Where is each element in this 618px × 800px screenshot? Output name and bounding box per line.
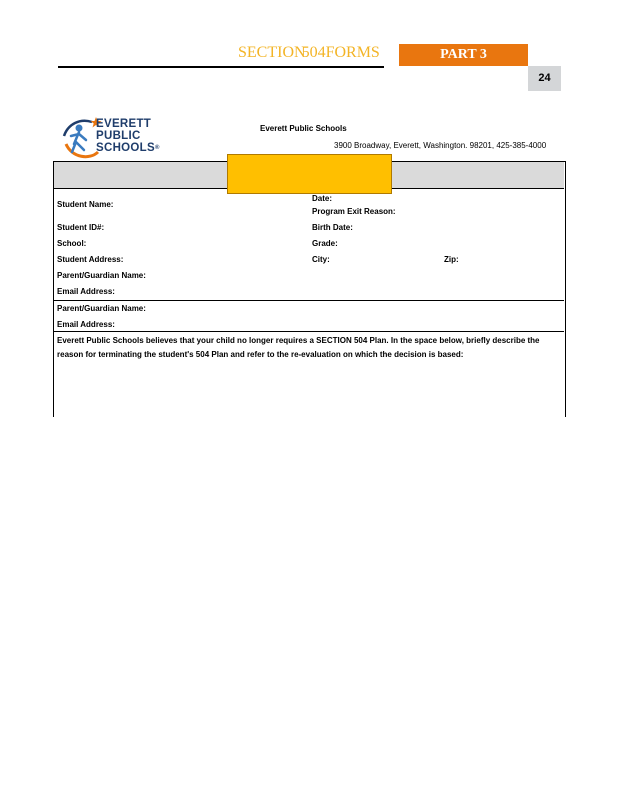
district-address: 3900 Broadway, Everett, Washington. 98201, 425-385-4000 — [334, 141, 547, 150]
birth-date-label: Birth Date: — [312, 223, 353, 232]
logo-wordmark — [96, 118, 160, 154]
header-title — [238, 44, 380, 62]
exit-reason-label: Program Exit Reason: — [312, 207, 396, 216]
redaction-box — [227, 154, 392, 194]
city-label: City: — [312, 255, 330, 264]
header-divider — [58, 66, 384, 68]
part-badge: PART 3 — [399, 44, 528, 66]
logo-line-3 — [96, 142, 160, 154]
form-frame — [53, 161, 566, 417]
guardian-name-label-1: Parent/Guardian Name: — [57, 271, 146, 280]
date-label: Date: — [312, 194, 333, 203]
school-label: School: — [57, 239, 87, 248]
student-address-label: Student Address: — [57, 255, 124, 264]
email-address-label-1: Email Address: — [57, 287, 115, 296]
grade-label: Grade: — [312, 239, 338, 248]
student-name-label: Student Name: — [57, 200, 114, 209]
student-id-label: Student ID#: — [57, 223, 105, 232]
termination-notice: Everett Public Schools believes that your child no longer requires a SECTION 504 Plan. In the space below, briefly describe the reason for terminating the student's 504 Plan and refer to the re-evaluation on which the decision is based: — [57, 336, 540, 359]
logo-line-1: EVERETT — [96, 118, 152, 130]
email-address-label-2: Email Address: — [57, 320, 115, 329]
section-word: SECTION — [238, 44, 306, 61]
logo-line-3-text: SCHOOLS — [96, 142, 155, 154]
district-name: Everett Public Schools — [260, 124, 347, 133]
notice-divider — [54, 331, 564, 332]
section-number: 504 — [301, 44, 326, 61]
page-number: 24 — [528, 66, 561, 91]
forms-word: FORMS — [325, 44, 380, 61]
guardian-divider — [54, 300, 564, 301]
guardian-name-label-2: Parent/Guardian Name: — [57, 304, 146, 313]
zip-label: Zip: — [444, 255, 459, 264]
registered-mark: ® — [154, 145, 160, 151]
logo-line-2: PUBLIC — [96, 130, 141, 142]
